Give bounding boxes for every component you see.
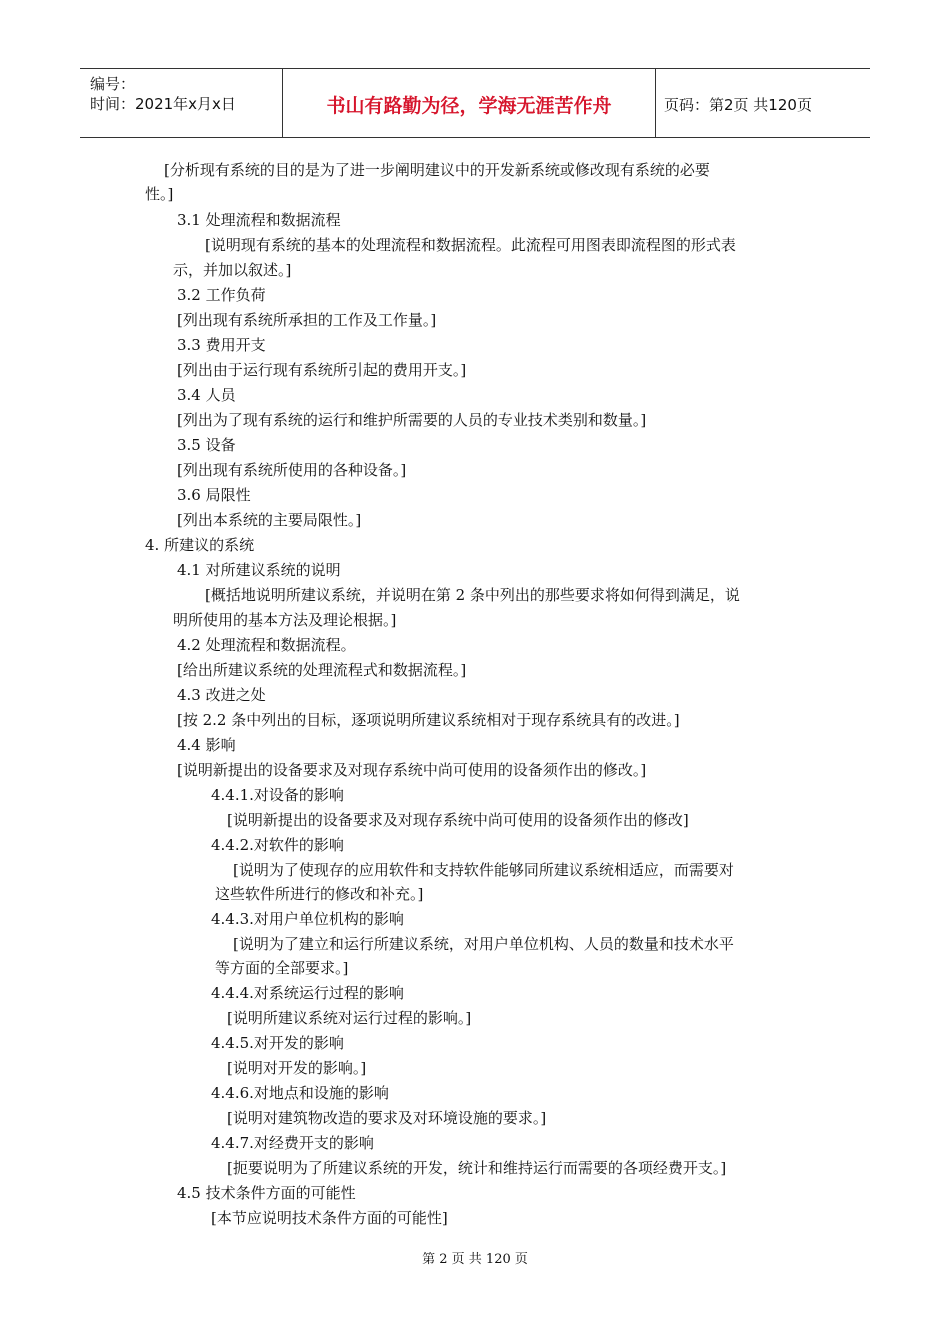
section-heading: 3.6 局限性 (177, 486, 251, 504)
body-line: [本节应说明技术条件方面的可能性] (211, 1209, 448, 1227)
subsection-heading: 4.4.4.对系统运行过程的影响 (211, 984, 404, 1002)
body-line: 等方面的全部要求。] (215, 959, 349, 977)
time-label: 时间：2021年x月x日 (90, 95, 236, 113)
subsection-heading: 4.4.7.对经费开支的影响 (211, 1134, 374, 1152)
body-line: [说明现有系统的基本的处理流程和数据流程。此流程可用图表即流程图的形式表 (205, 236, 736, 254)
body-line: 示，并加以叙述。] (173, 261, 292, 279)
section-heading: 3.2 工作负荷 (177, 286, 266, 304)
body-line: 明所使用的基本方法及理论根据。] (173, 611, 397, 629)
header-middle-cell (282, 69, 656, 137)
body-line: [列出由于运行现有系统所引起的费用开支。] (177, 361, 467, 379)
page-indicator: 页码：第2页 共120页 (664, 96, 812, 114)
body-line: [说明所建议系统对运行过程的影响。] (227, 1009, 472, 1027)
section-heading: 3.4 人员 (177, 386, 236, 404)
body-line: [列出本系统的主要局限性。] (177, 511, 362, 529)
body-line: [说明新提出的设备要求及对现存系统中尚可使用的设备须作出的修改] (227, 811, 689, 829)
header-right-cell (656, 69, 870, 137)
section-heading: 4.5 技术条件方面的可能性 (177, 1184, 356, 1202)
body-line: [概括地说明所建议系统，并说明在第 2 条中列出的那些要求将如何得到满足，说 (205, 586, 740, 604)
serial-label: 编号： (90, 75, 136, 93)
body-line: [列出为了现有系统的运行和维护所需要的人员的专业技术类别和数量。] (177, 411, 647, 429)
body-line: [说明为了使现存的应用软件和支持软件能够同所建议系统相适应，而需要对 (233, 861, 734, 879)
subsection-heading: 4.4.3.对用户单位机构的影响 (211, 910, 404, 928)
body-line: [扼要说明为了所建议系统的开发，统计和维持运行而需要的各项经费开支。] (227, 1159, 727, 1177)
body-line: [列出现有系统所使用的各种设备。] (177, 461, 407, 479)
section-heading: 4.3 改进之处 (177, 686, 266, 704)
body-line: [列出现有系统所承担的工作及工作量。] (177, 311, 437, 329)
body-line: [按 2.2 条中列出的目标，逐项说明所建议系统相对于现存系统具有的改进。] (177, 711, 680, 729)
body-line: [说明对开发的影响。] (227, 1059, 367, 1077)
section-heading: 4.1 对所建议系统的说明 (177, 561, 341, 579)
section-heading: 3.5 设备 (177, 436, 236, 454)
section-heading: 4.4 影响 (177, 736, 236, 754)
page-footer: 第 2 页 共 120 页 (422, 1252, 528, 1267)
subsection-heading: 4.4.1.对设备的影响 (211, 786, 344, 804)
body-line: [分析现有系统的目的是为了进一步阐明建议中的开发新系统或修改现有系统的必要 (164, 161, 710, 179)
body-line: [说明新提出的设备要求及对现存系统中尚可使用的设备须作出的修改。] (177, 761, 647, 779)
section-heading: 4.2 处理流程和数据流程。 (177, 636, 356, 654)
body-line: [说明对建筑物改造的要求及对环境设施的要求。] (227, 1109, 547, 1127)
section-heading: 3.1 处理流程和数据流程 (177, 211, 341, 229)
body-line: 性。] (145, 185, 174, 203)
document-header (80, 68, 870, 138)
body-line: 这些软件所进行的修改和补充。] (215, 885, 424, 903)
header-left-cell (80, 69, 280, 137)
motto-text: 书山有路勤为径，学海无涯苦作舟 (326, 95, 612, 117)
subsection-heading: 4.4.6.对地点和设施的影响 (211, 1084, 389, 1102)
chapter-heading: 4. 所建议的系统 (145, 536, 255, 554)
body-line: [给出所建议系统的处理流程式和数据流程。] (177, 661, 467, 679)
subsection-heading: 4.4.2.对软件的影响 (211, 836, 344, 854)
section-heading: 3.3 费用开支 (177, 336, 266, 354)
subsection-heading: 4.4.5.对开发的影响 (211, 1034, 344, 1052)
body-line: [说明为了建立和运行所建议系统，对用户单位机构、人员的数量和技术水平 (233, 935, 734, 953)
